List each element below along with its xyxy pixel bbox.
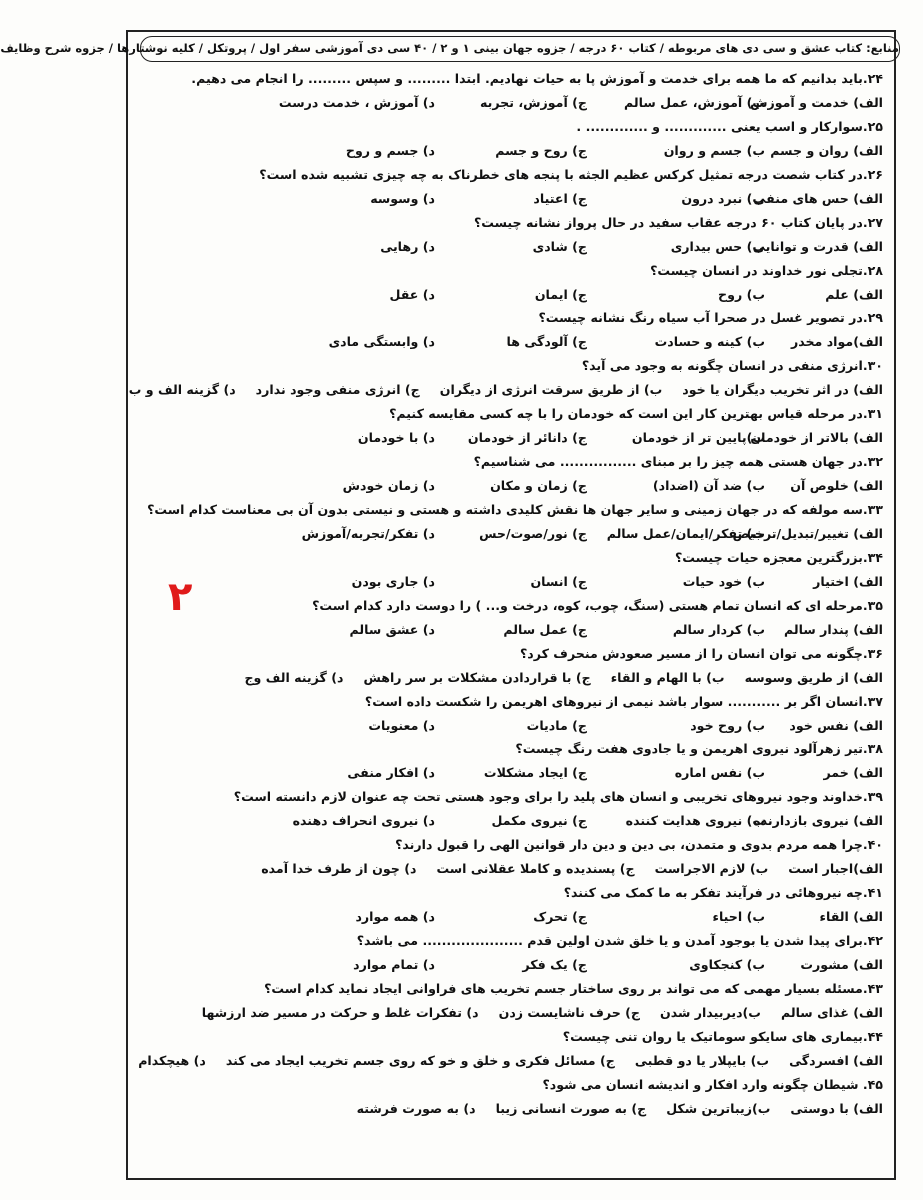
question-block (131, 403, 883, 451)
options-row (131, 90, 883, 115)
answer-option[interactable]: ب) خود حیات (682, 573, 765, 589)
answer-option[interactable]: ب) روح (718, 286, 765, 302)
options-row (131, 186, 883, 211)
question-block (131, 164, 883, 212)
answer-option[interactable]: ب) آموزش، عمل سالم (624, 95, 765, 110)
question-block (128, 355, 883, 403)
answer-option[interactable]: الف) خمر (823, 765, 883, 781)
answer-option[interactable]: د) به صورت فرشته (356, 1100, 476, 1116)
page-number-mark: ۲ (168, 574, 193, 620)
options-row (131, 760, 883, 785)
answer-option[interactable]: ج) ماديات (526, 717, 587, 733)
answer-option[interactable]: الف) از طریق وسوسه (744, 669, 883, 685)
answer-option[interactable]: د) وابستگی مادی (328, 334, 435, 350)
answer-option[interactable]: ج) زمان و مکان (490, 478, 587, 494)
answer-option[interactable]: د) عشق سالم (349, 621, 435, 637)
question-block (131, 786, 883, 834)
answer-option[interactable]: ج) پسندیده و کاملا عقلانی است (436, 861, 635, 877)
options-row (131, 713, 883, 738)
question-text: ۲۷.در پایان کتاب ۶۰ درجه عقاب سفید در حال پرواز نشانه چیست؟ (473, 214, 883, 230)
question-block (131, 691, 883, 739)
question-text: ۲۶.در کتاب شصت درجه تمثیل کرکس عظیم الجثه با پنجه های خطرناک به چه چیزی تشبیه شده است؟ (259, 166, 883, 182)
answer-option[interactable]: د) افکار منفی (347, 765, 435, 781)
question-text: ۴۵. شیطان چگونه وارد افکار و اندیشه انسان می شود؟ (542, 1076, 883, 1092)
answer-option[interactable]: د) آموزش ، خدمت درست (278, 95, 435, 110)
answer-option[interactable]: ب) تفکر/ایمان/عمل سالم (606, 526, 765, 542)
answer-option[interactable]: ب) نبرد درون (681, 190, 765, 206)
question-text: ۳۴.بزرگترین معجزه حیات چیست؟ (674, 549, 883, 565)
answer-option[interactable]: ب) لازم الاجراست (654, 861, 769, 877)
question-text: ۲۹.در تصویر غسل در صحرا آب سیاه رنگ نشانه چیست؟ (538, 310, 883, 326)
question-block (131, 212, 883, 260)
question-text: ۳۰.انرژی منفی در انسان چگونه به وجود می آید؟ (581, 358, 883, 374)
answer-option[interactable]: د) نیروی انحراف دهنده (292, 813, 435, 829)
options-row (131, 1096, 883, 1121)
answer-option[interactable]: د) رهایی (380, 238, 435, 254)
options-row (131, 665, 883, 690)
options-row (131, 425, 883, 450)
answer-option[interactable]: ج) شادی (532, 238, 587, 254)
answer-option[interactable]: ب) نیروی هدایت کننده (625, 813, 765, 829)
question-text: ۴۲.برای پیدا شدن یا بوجود آمدن و یا خلق شدن اولین قدم ..................... می باشد؟ (356, 933, 883, 949)
answer-option[interactable]: د) وسوسه (370, 190, 435, 206)
answer-option[interactable]: الف) پندار سالم (784, 621, 883, 637)
answer-option[interactable]: ج) روح و جسم (495, 142, 587, 158)
answer-option[interactable]: ب) روح خود (690, 717, 765, 733)
question-block (131, 882, 883, 930)
answer-option[interactable]: د) معنویات (368, 717, 435, 733)
options-row (131, 952, 883, 977)
answer-option[interactable]: د) چون از طرف خدا آمده (261, 861, 417, 877)
options-row (128, 377, 883, 402)
answer-option[interactable]: الف) اختیار (813, 573, 883, 589)
answer-option[interactable]: الف) بالاتر از خودمان (750, 430, 883, 446)
question-text: ۴۰.چرا همه مردم بدوی و متمدن، بی دین و دین دار قوانین الهی را قبول دارند؟ (395, 837, 883, 853)
question-text: ۳۹.خداوند وجود نیروهای تخریبی و انسان های پلید را برای وجود هستی تحت چه عنوان لازم دانسته است؟ (233, 789, 883, 805)
answer-option[interactable]: الف) در اثر تخریب دیگران یا خود (682, 382, 883, 398)
answer-option[interactable]: ج) تحرک (533, 909, 587, 925)
answer-option[interactable]: ج) ایجاد مشکلات (483, 765, 587, 781)
options-row (131, 569, 883, 594)
answer-option[interactable]: ب) احیاء (712, 909, 765, 925)
options-row (131, 329, 883, 354)
answer-option[interactable]: الف) قدرت و توانایی (752, 238, 883, 254)
question-block (131, 260, 883, 308)
answer-option[interactable]: الف) افسردگی (789, 1052, 883, 1068)
answer-option[interactable]: د) با خودمان (357, 430, 435, 446)
answer-option[interactable]: الف)اجبار است (788, 861, 883, 877)
answer-option[interactable]: د) جسم و روح (345, 142, 435, 158)
answer-option[interactable]: الف) با دوستی (790, 1100, 883, 1116)
answer-option[interactable]: ج) دانائر از خودمان (467, 430, 587, 446)
answer-option[interactable]: د) جاری بودن (351, 573, 435, 589)
question-text: ۳۷.انسان اگر بر ........... سوار باشد نیمی از نیروهای اهریمن را شکست داده است؟ (364, 693, 883, 709)
answer-option[interactable]: ج) انسان (530, 573, 587, 589)
question-block (131, 307, 883, 355)
answer-option[interactable]: الف) نیروی بازدارنده (753, 813, 883, 829)
answer-option[interactable]: ب) بایپلار یا دو قطبی (634, 1052, 770, 1068)
answer-option[interactable]: ج) آلودگی ها (506, 334, 587, 350)
answer-option[interactable]: ج) انرژی منفی وجود ندارد (255, 382, 420, 398)
answer-option[interactable]: د) گزینه الف وج (244, 669, 344, 685)
answer-option[interactable]: د) هیچکدام (138, 1052, 206, 1068)
answer-option[interactable]: ب)پایین تر از خودمان (631, 430, 765, 446)
answer-option[interactable]: ج) با قراردادن مشکلات بر سر راهش (363, 669, 591, 685)
answer-option[interactable]: الف) حس های منفی (753, 190, 883, 206)
question-block (131, 643, 883, 691)
answer-option[interactable]: الف) غذای سالم (780, 1004, 883, 1020)
question-text: ۲۴.باید بدانیم که ما همه برای خدمت و آموزش پا به حیات نهادیم. ابتدا ......... و سپس ......... را انجام می دهیم. (191, 71, 883, 86)
answer-option[interactable]: د) گزینه الف و ب (128, 382, 236, 398)
answer-option[interactable]: د) همه موارد (355, 909, 435, 925)
options-row (131, 808, 883, 833)
question-block (131, 116, 883, 164)
answer-option[interactable]: الف) مشورت (800, 957, 883, 973)
answer-option[interactable]: ج) حرف ناشایست زدن (498, 1004, 641, 1020)
question-text: ۲۸.تجلی نور خداوند در انسان چیست؟ (650, 262, 883, 278)
question-block (131, 547, 883, 595)
answer-option[interactable]: ب) نفس اماره (674, 765, 765, 781)
question-text: ۴۴.بیماری های سایکو سوماتیک یا روان تنی چیست؟ (562, 1028, 883, 1044)
answer-option[interactable]: ب) با الهام و القاء (610, 669, 725, 685)
question-list (128, 68, 883, 1122)
question-block (131, 978, 883, 1026)
options-row (131, 856, 883, 881)
options-row (131, 521, 883, 546)
options-row (131, 1000, 883, 1025)
answer-option[interactable]: ج) مسائل فکری و خلق و خو که روی جسم تخریب ایجاد می کند (225, 1052, 615, 1068)
answer-option[interactable]: د) عقل (389, 286, 435, 302)
answer-option[interactable]: ج) به صورت انسانی زیبا (495, 1100, 647, 1116)
answer-option[interactable]: الف) خلوص آن (790, 478, 883, 494)
answer-option[interactable]: الف)مواد مخدر (790, 334, 883, 350)
answer-option[interactable]: ج) اعتیاد (533, 190, 587, 206)
question-block (131, 499, 883, 547)
answer-option[interactable]: ج) آموزش، تجربه (479, 95, 587, 110)
question-block (131, 930, 883, 978)
answer-option[interactable]: ب) از طریق سرقت انرژی از دیگران (439, 382, 663, 398)
answer-option[interactable]: ج) نیروی مکمل (491, 813, 587, 829)
answer-option[interactable]: د) زمان خودش (342, 478, 435, 494)
answer-option[interactable]: ب) کنجکاوی (689, 957, 765, 973)
question-block (131, 1026, 883, 1074)
answer-option[interactable]: ج) یک فکر (522, 957, 587, 973)
answer-option[interactable]: الف) القاء (819, 909, 883, 925)
question-block (131, 834, 883, 882)
answer-option[interactable]: ب) حس بیداری (670, 238, 765, 254)
answer-option[interactable]: الف) علم (825, 286, 883, 302)
sources-header: منابع: کتاب عشق و سی دی های مربوطه / کتاب ۶۰ درجه / جزوه جهان بینی ۱ و ۲ / ۴۰ سی دی آموزشی سفر اول / پروتکل / کلیه نوشتارها / جزوه شرح وظایف (140, 36, 900, 62)
question-block (131, 738, 883, 786)
answer-option[interactable]: ب)زیباترین شکل (666, 1100, 771, 1116)
question-block (131, 595, 883, 643)
answer-option[interactable]: الف) روان و جسم (770, 142, 883, 158)
question-text: ۳۶.چگونه می توان انسان را از مسیر صعودش منحرف کرد؟ (520, 645, 883, 661)
answer-option[interactable]: ب)دیربیدار شدن (660, 1004, 761, 1020)
question-block (131, 1074, 883, 1122)
question-text: ۳۸.تیر زهرآلود نیروی اهریمن و یا جادوی هفت رنگ چیست؟ (515, 741, 883, 757)
answer-option[interactable]: الف) تغییر/تبدیل/ترخیص (732, 526, 883, 542)
question-text: ۳۳.سه مولفه که در جهان زمینی و سایر جهان ها نقش کلیدی داشته و هستی و نیستی بدون آن بی معناست کدام است؟ (147, 502, 883, 518)
answer-option[interactable]: الف) نفس خود (789, 717, 883, 733)
answer-option[interactable]: ج) ایمان (534, 286, 587, 302)
question-text: ۲۵.سوارکار و اسب یعنی ............. و ............. . (576, 118, 883, 134)
question-block (131, 451, 883, 499)
question-text: ۳۲.در جهان هستی همه چیز را بر مبنای ................ می شناسیم؟ (473, 454, 883, 470)
question-text: ۴۳.مسئله بسیار مهمی که می تواند بر روی ساختار جسم تخریب های فراوانی ایجاد نماید کدام است؟ (264, 980, 883, 996)
answer-option[interactable]: الف) خدمت و آموزش (750, 95, 883, 110)
answer-option[interactable]: ج) نور/صوت/حس (479, 526, 587, 542)
options-row (131, 234, 883, 259)
question-text: ۴۱.چه نیروهائی در فرآیند تفکر به ما کمک می کنند؟ (563, 885, 883, 901)
question-block (131, 68, 883, 116)
answer-option[interactable]: ج) عمل سالم (503, 621, 587, 637)
answer-option[interactable]: ب) جسم و روان (663, 142, 765, 158)
answer-option[interactable]: د) تفکرات غلط و حرکت در مسیر ضد ارزشها (201, 1004, 479, 1020)
options-row (131, 904, 883, 929)
options-row (131, 282, 883, 307)
question-text: ۳۱.در مرحله قیاس بهترین کار این است که خودمان را با چه کسی مقایسه کنیم؟ (389, 406, 883, 422)
options-row (131, 473, 883, 498)
answer-option[interactable]: ب) ضد آن (اضداد) (652, 478, 765, 494)
answer-option[interactable]: د) تمام موارد (353, 957, 435, 973)
options-row (131, 138, 883, 163)
options-row (131, 617, 883, 642)
options-row (131, 1048, 883, 1073)
answer-option[interactable]: ب) کینه و حسادت (654, 334, 765, 350)
question-text: ۳۵.مرحله ای که انسان تمام هستی (سنگ، چوب، کوه، درخت و... ) را دوست دارد کدام است؟ (312, 597, 883, 613)
answer-option[interactable]: د) تفکر/تجربه/آموزش (301, 526, 435, 542)
answer-option[interactable]: ب) کردار سالم (672, 621, 765, 637)
